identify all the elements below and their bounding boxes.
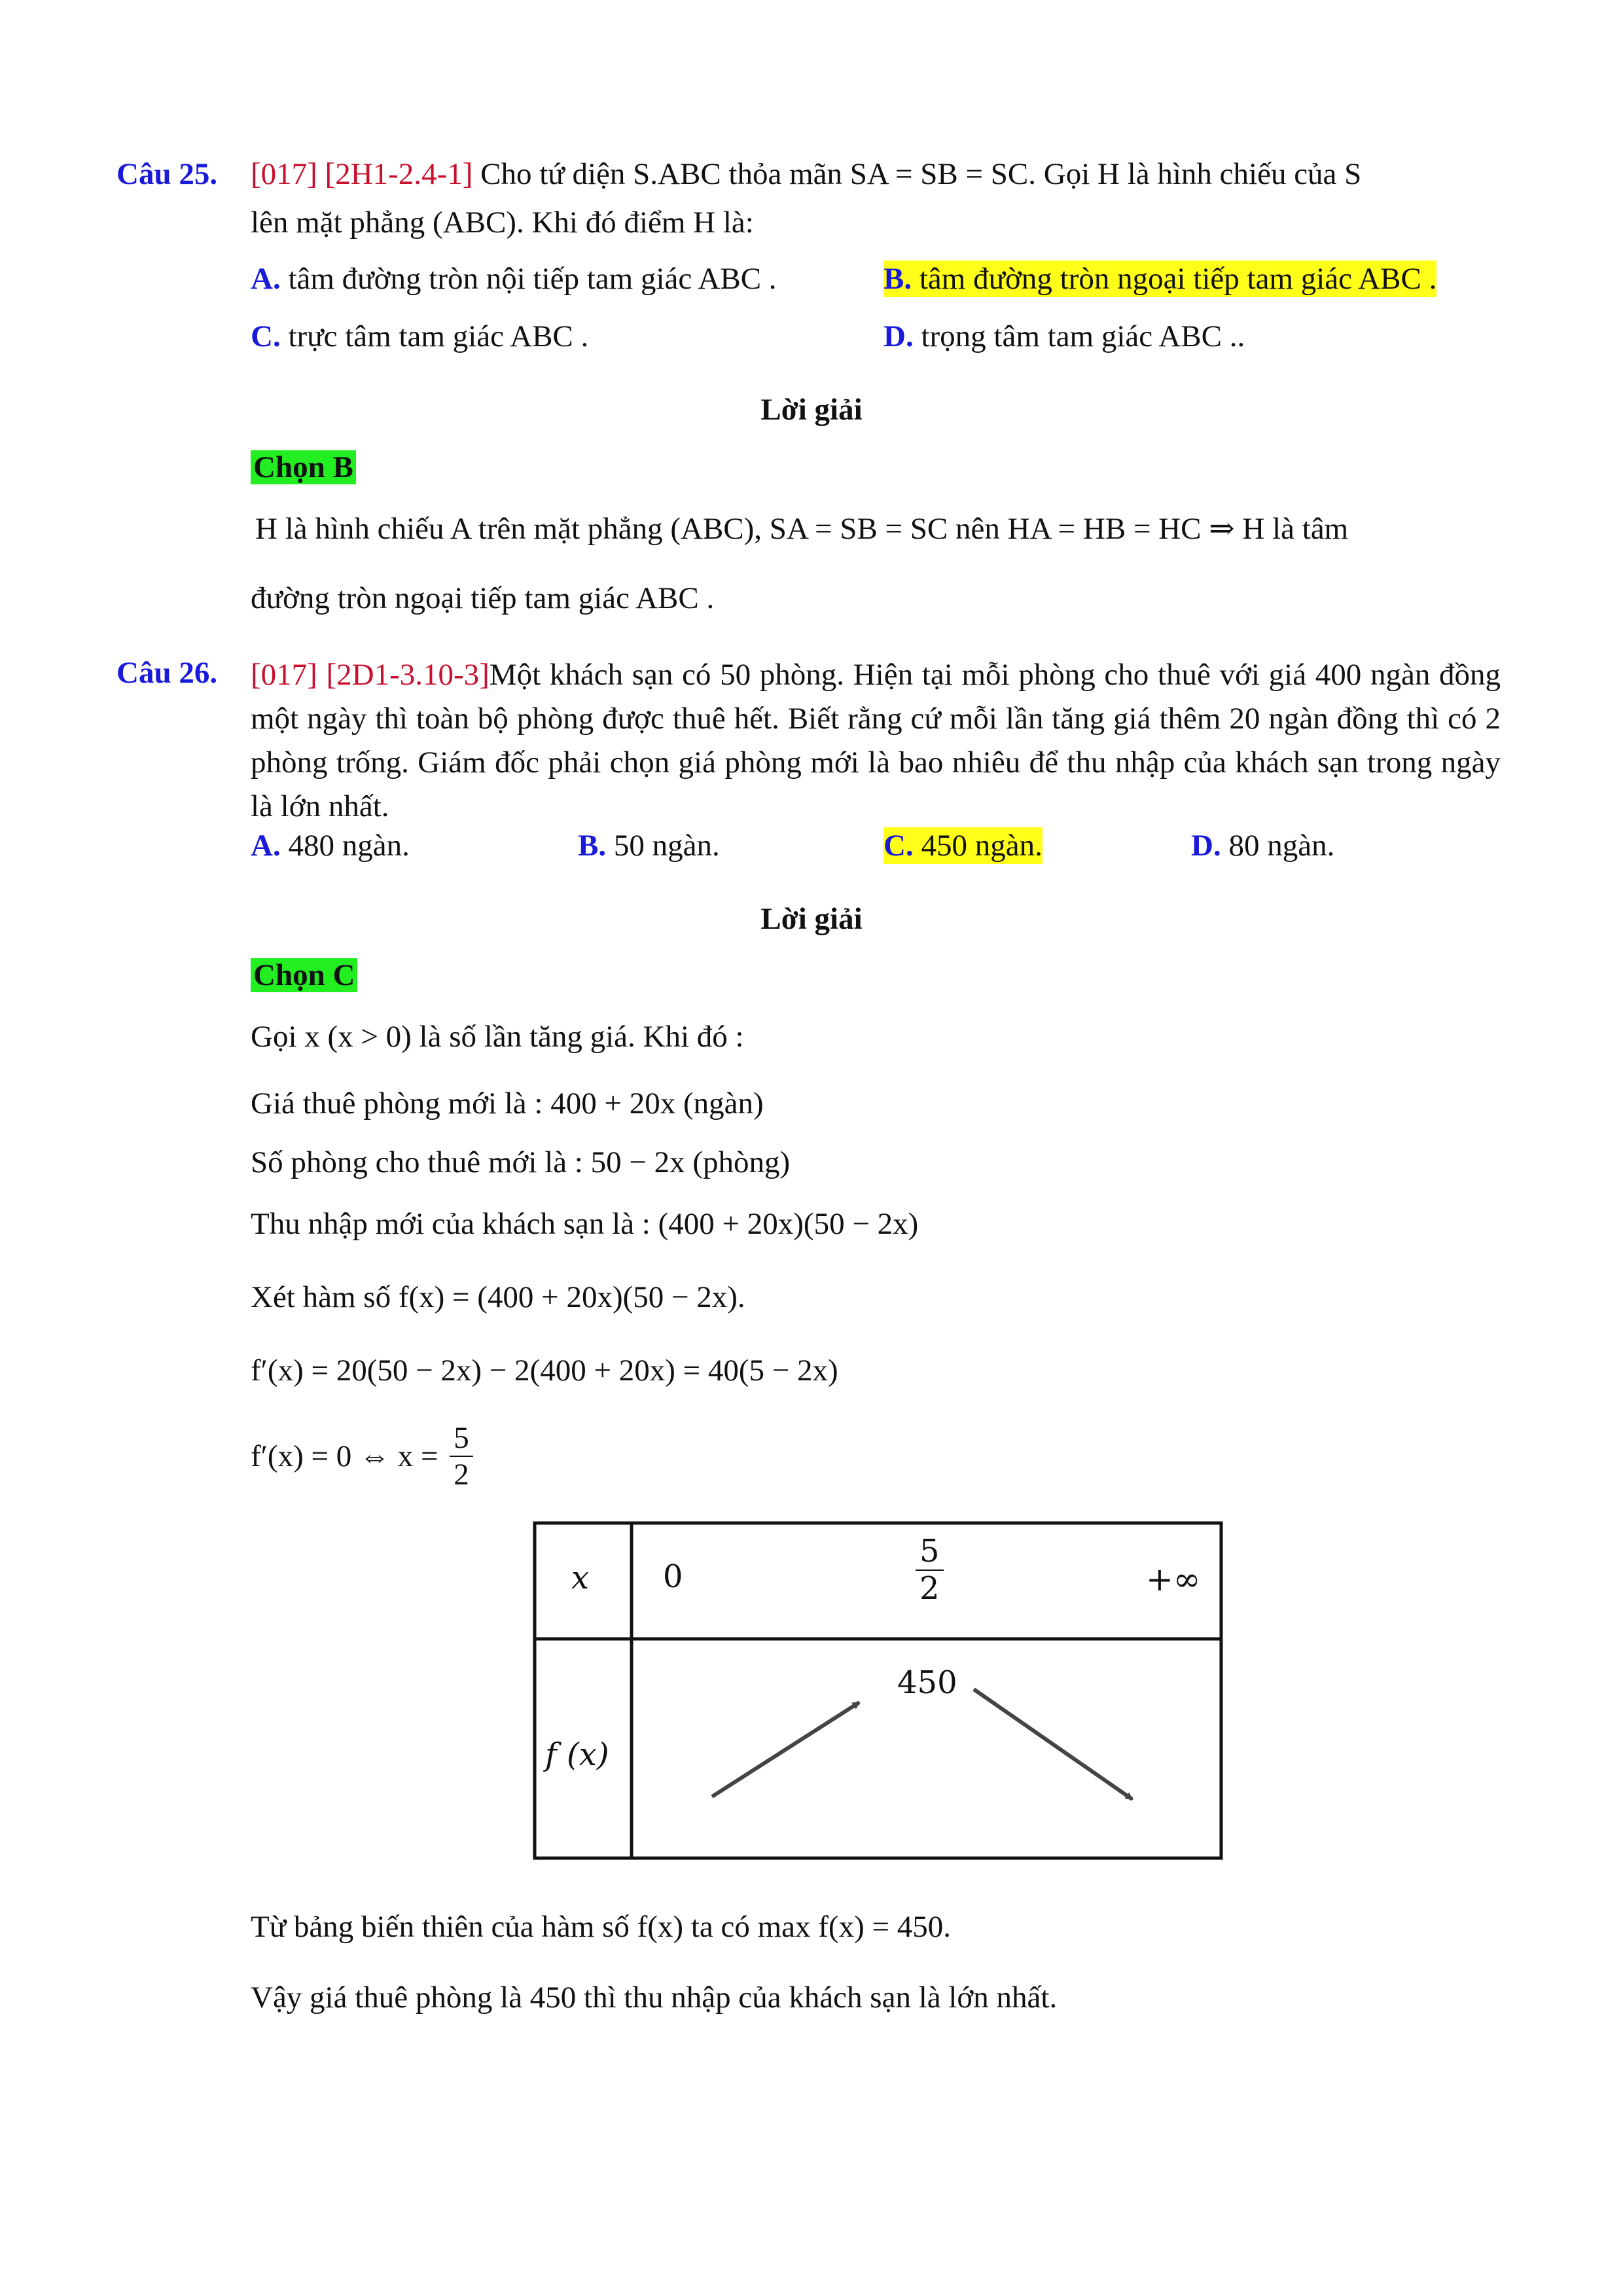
solution-26-step3: Số phòng cho thuê mới là : 50 − 2x (phòng): [251, 1145, 791, 1179]
choice-25: [251, 449, 356, 486]
choice-26-badge: Chọn C: [251, 958, 357, 992]
option-26-a[interactable]: [251, 827, 410, 864]
option-25-c-text: trực tâm tam giác ABC .: [288, 319, 589, 353]
step7-denominator: 2: [454, 1458, 469, 1492]
question-25-line2: lên mặt phẳng (ABC). Khi đó điểm H là:: [251, 206, 754, 240]
option-25-b-text: tâm đường tròn ngoại tiếp tam giác ABC .: [919, 262, 1437, 296]
question-26-tags: [017] [2D1-3.10-3]: [251, 658, 490, 692]
solution-26-step4: Thu nhập mới của khách sạn là : (400 + 20x)(50 − 2x): [251, 1207, 919, 1241]
variation-table-grid: [532, 1520, 1224, 1861]
table-fx-label: f (x): [545, 1736, 609, 1773]
option-25-b[interactable]: [883, 260, 1436, 297]
solution-26-step1: Gọi x (x > 0) là số lần tăng giá. Khi đó :: [251, 1020, 744, 1054]
solution-25-line2: đường tròn ngoại tiếp tam giác ABC .: [251, 581, 715, 615]
option-25-d[interactable]: [883, 318, 1245, 355]
option-25-c[interactable]: [251, 318, 588, 355]
choice-25-badge: Chọn B: [251, 450, 356, 484]
option-26-a-key: A.: [251, 829, 281, 863]
table-border: [535, 1523, 1221, 1858]
option-25-a-text: tâm đường tròn nội tiếp tam giác ABC .: [288, 262, 777, 296]
table-x-end: +∞: [1146, 1560, 1201, 1598]
table-x-mid-denominator: 2: [919, 1570, 940, 1607]
table-x-label: x: [571, 1560, 590, 1596]
option-26-d-key: D.: [1191, 829, 1221, 863]
option-25-a-key: A.: [251, 262, 281, 296]
option-25-d-text: trọng tâm tam giác ABC ..: [921, 319, 1245, 353]
step7-fraction: [450, 1420, 473, 1492]
conclusion-line2: Vậy giá thuê phòng là 450 thì thu nhập của khách sạn là lớn nhất.: [251, 1981, 1058, 2015]
variation-table: [532, 1520, 1224, 1861]
solution-26-step6: f′(x) = 20(50 − 2x) − 2(400 + 20x) = 40(5 − 2x): [251, 1354, 838, 1388]
question-25-text1: Cho tứ diện S.ABC thỏa mãn SA = SB = SC. Gọi H là hình chiếu của S: [480, 157, 1362, 191]
option-25-d-key: D.: [883, 319, 914, 353]
option-26-d[interactable]: [1191, 827, 1334, 864]
question-26-text: Một khách sạn có 50 phòng. Hiện tại mỗi phòng cho thuê với giá 400 ngàn đồng một ngày thì toàn bộ phòng được thuê hết. Biết rằng cứ mỗi lần tăng giá thêm 20 ngàn đồng thì có 2 phòng trống. Giám đốc phải chọn giá phòng mới là bao nhiêu để thu nhập của khách sạn trong ngày là lớn nhất.: [251, 658, 1501, 823]
solution-26-title: Lời giải: [760, 902, 863, 936]
option-25-c-key: C.: [251, 319, 281, 353]
option-26-d-text: 80 ngàn.: [1228, 829, 1335, 863]
choice-26: [251, 957, 357, 994]
solution-25-title: Lời giải: [760, 393, 863, 427]
option-25-b-key: B.: [883, 262, 912, 296]
solution-26-step5: Xét hàm số f(x) = (400 + 20x)(50 − 2x).: [251, 1280, 745, 1314]
question-25-label: Câu 25.: [116, 157, 218, 191]
question-25-line1: [251, 156, 1494, 192]
option-26-c-key: C.: [883, 829, 914, 863]
conclusion-line1: Từ bảng biến thiên của hàm số f(x) ta có max f(x) = 450.: [251, 1910, 951, 1944]
question-25-tags: [017] [2H1-2.4-1]: [251, 157, 473, 191]
option-26-a-text: 480 ngàn.: [288, 829, 410, 863]
option-26-b[interactable]: [578, 827, 720, 864]
table-x-mid: [912, 1534, 948, 1607]
table-x0: 0: [663, 1558, 683, 1595]
option-26-c-text: 450 ngàn.: [921, 829, 1043, 863]
option-26-b-text: 50 ngàn.: [613, 829, 720, 863]
option-26-c[interactable]: [883, 827, 1043, 864]
decreasing-arrow: [974, 1689, 1132, 1799]
option-26-b-key: B.: [578, 829, 607, 863]
solution-25-line1: H là hình chiếu A trên mặt phẳng (ABC), SA = SB = SC nên HA = HB = HC ⇒ H là tâm: [255, 512, 1349, 546]
table-max-value: 450: [897, 1664, 957, 1701]
solution-26-step7: [251, 1420, 477, 1492]
option-25-a[interactable]: [251, 260, 777, 297]
table-x-mid-numerator: 5: [916, 1534, 944, 1571]
increasing-arrow: [712, 1702, 859, 1797]
question-26-stem: [251, 653, 1501, 829]
question-26-label: Câu 26.: [116, 656, 218, 690]
step7-numerator: 5: [450, 1420, 473, 1457]
solution-26-step2: Giá thuê phòng mới là : 400 + 20x (ngàn): [251, 1086, 764, 1121]
step7-left: f′(x) = 0 ⇔ x =: [251, 1439, 438, 1473]
